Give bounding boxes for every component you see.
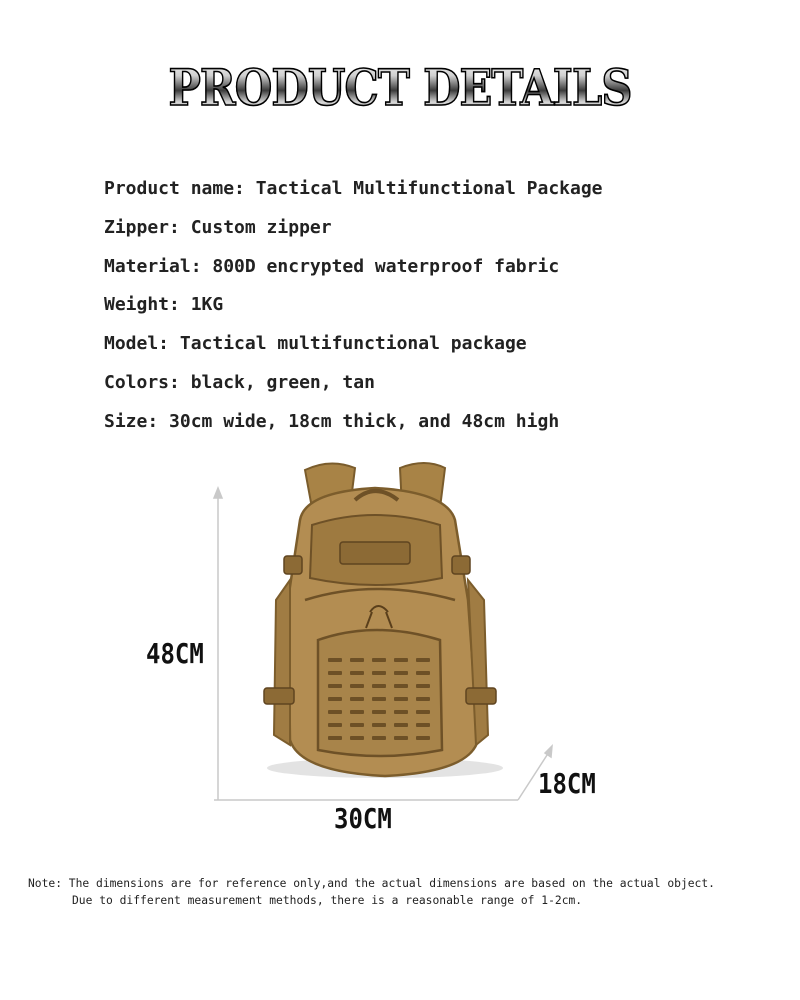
spec-model: Model: Tactical multifunctional package <box>104 333 527 355</box>
spec-zipper: Zipper: Custom zipper <box>104 216 332 238</box>
height-dimension-label: 48CM <box>146 637 204 671</box>
note-line-1: Note: The dimensions are for reference only,and the actual dimensions are based on the actual object. <box>28 877 715 890</box>
width-dimension-label: 30CM <box>334 802 392 836</box>
spec-colors: Colors: black, green, tan <box>104 371 375 393</box>
spec-material: Material: 800D encrypted waterproof fabric <box>104 255 560 277</box>
page-title: PRODUCT DETAILS <box>56 58 744 117</box>
spec-weight: Weight: 1KG <box>104 294 224 316</box>
depth-dimension-label: 18CM <box>538 767 596 801</box>
spec-size: Size: 30cm wide, 18cm thick, and 48cm high <box>104 410 560 432</box>
backpack-image <box>264 463 503 778</box>
measurement-note <box>28 875 715 909</box>
note-line-2: Due to different measurement methods, there is a reasonable range of 1-2cm. <box>72 894 583 907</box>
spec-product-name: Product name: Tactical Multifunctional Package <box>104 178 603 199</box>
height-dimension-line <box>214 488 222 800</box>
